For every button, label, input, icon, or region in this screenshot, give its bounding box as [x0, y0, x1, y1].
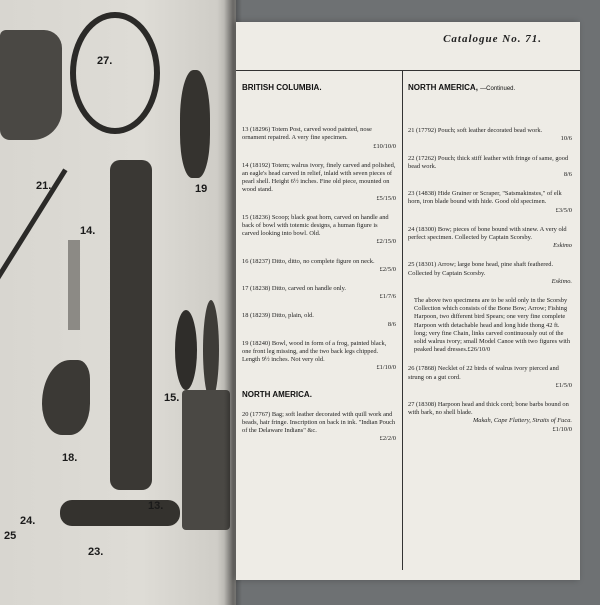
artifact-totem-post-13 — [110, 160, 152, 490]
entry-text: 21 (17792) Pouch; soft leather decorated bead work. — [408, 127, 543, 135]
artifact-pouch-21 — [0, 30, 62, 140]
right-column — [408, 84, 572, 445]
entry-price: £1/10/0 — [552, 425, 572, 433]
entry-text: 26 (17868) Necklet of 22 birds of walrus ivory pierced and strung on a gut cord. — [408, 365, 559, 381]
catalogue-entry — [242, 411, 396, 444]
catalogue-entry — [408, 261, 572, 286]
note-price: £26/10/0 — [467, 346, 491, 354]
collection-note — [408, 297, 572, 354]
entry-text: 15 (18236) Scoop; black goat horn, carved on handle and back of bowl with totemic designs, a human figure is carved looking into bowl. Old. — [242, 213, 389, 238]
entry-price: £1/10/0 — [376, 364, 396, 372]
entry-text: 24 (18300) Bow; pieces of bone bound with sinew. A very old perfect specimen. Collected by Captain Scorsby. — [408, 225, 567, 242]
photo-plate-page — [0, 0, 236, 605]
catalogue-entry — [242, 340, 396, 373]
entry-text: 20 (17767) Bag; soft leather decorated with quill work and beads, hair fringe. Inscription on back in ink. "Indian Pouch of the Delaware Indians" &c. — [242, 410, 396, 435]
entry-text: 19 (18240) Bowl, wood in form of a frog, painted black, one front leg missing, and the two back legs chipped. Length 9½ inches. Not very old. — [242, 339, 387, 364]
catalogue-entry — [242, 285, 396, 301]
entry-text: 16 (18237) Ditto, ditto, no complete figure on neck. — [242, 257, 375, 265]
entry-text: 13 (18296) Totem Post, carved wood painted, nose ornament repaired. A very fine specimen. — [242, 126, 372, 142]
entry-price: £3/5/0 — [555, 206, 572, 214]
artifact-harpoon-cord-27 — [70, 12, 160, 134]
artifact-ivory-totem-14 — [68, 240, 80, 330]
column-divider — [402, 70, 403, 570]
entry-provenance: Makah, Cape Flattery, Straits of Fuca. — [472, 417, 572, 425]
plate-label: 15. — [164, 392, 180, 404]
entry-text: 14 (18192) Totem; walrus ivory, finely carved and polished, an eagle's head carved in relief, inlaid with seven pieces of pearl shell. Height 6½ inches. Fine old piece, mounted on wood stand. — [242, 161, 396, 194]
entry-text: 22 (17262) Pouch; thick stiff leather with fringe of same, good bead work. — [408, 154, 569, 170]
entry-price: £5/15/0 — [376, 194, 396, 202]
entry-price: £1/7/6 — [379, 293, 396, 301]
plate-label: 14. — [80, 225, 96, 237]
catalogue-entry — [242, 258, 396, 274]
entry-text: 23 (14838) Hide Grainer or Scraper, "Satsmakinstes," of elk horn, iron blade bound with hide. Good old specimen. — [408, 190, 562, 206]
artifact-scoop-19 — [180, 70, 210, 178]
entry-price: £1/5/0 — [555, 381, 572, 389]
entry-text: 27 (18308) Harpoon head and thick cord; bone barbs bound on with bark, no shell blade. — [408, 401, 569, 417]
plate-label: 21. — [36, 180, 52, 192]
plate-label: 23. — [88, 546, 104, 558]
running-head — [236, 22, 580, 56]
plate-label: 19 — [195, 183, 208, 195]
section-title-2: NORTH AMERICA. — [242, 389, 312, 399]
entry-price: £2/15/0 — [376, 238, 396, 246]
catalogue-entry — [408, 127, 572, 143]
catalogue-entry — [408, 190, 572, 215]
entry-price: £2/5/0 — [379, 265, 396, 273]
artifact-scoop-16 — [203, 300, 219, 400]
entry-text: 25 (18301) Arrow; large bone head, pine shaft feathered. Collected by Captain Scorsby. — [408, 261, 554, 277]
artifact-bowl-18 — [42, 360, 90, 435]
entry-price: 10/6 — [560, 135, 572, 143]
plate-label: 13. — [148, 500, 164, 512]
catalogue-entry — [408, 155, 572, 180]
section-title: BRITISH COLUMBIA. — [242, 83, 322, 92]
entry-provenance: Eskimo. — [551, 277, 572, 285]
artifact-scoop-15 — [175, 310, 197, 390]
catalogue-entry — [408, 365, 572, 390]
catalogue-entry — [242, 312, 396, 328]
entry-provenance: Eskimo — [553, 242, 572, 250]
catalogue-entry — [408, 401, 572, 434]
catalogue-entry — [242, 214, 396, 247]
section-title-text: NORTH AMERICA, — [408, 83, 478, 92]
entry-price: £2/2/0 — [379, 435, 396, 443]
plate-label: 18. — [62, 452, 78, 464]
section-title — [408, 84, 572, 93]
catalogue-entry — [408, 226, 572, 251]
entry-text: 18 (18239) Ditto, plain, old. — [242, 312, 314, 320]
left-column — [242, 84, 396, 455]
entry-price: 8/6 — [563, 171, 572, 179]
running-head-title: Catalogue No. 71. — [443, 33, 542, 45]
plate-label: 27. — [97, 55, 113, 67]
entry-price: 8/6 — [387, 320, 396, 328]
entry-text: 17 (18238) Ditto, carved on handle only. — [242, 285, 346, 293]
header-rule — [236, 70, 580, 71]
catalogue-entry — [242, 162, 396, 203]
artifact-bow-24 — [0, 169, 68, 324]
entry-price: £10/10/0 — [373, 142, 396, 150]
plate-label: 25 — [4, 530, 17, 542]
plate-label: 24. — [20, 515, 36, 527]
catalogue-page — [236, 22, 580, 580]
note-text: The above two specimens are to be sold only in the Scorsby Collection which consists of the Bone Bow; Arrow; Fishing Harpoon, two different bird Spears; one very fine complete Harpoon with detachable head and long hide thong 42 ft. long; very fine Chain, links carved continuously out of the solid walrus ivory; small Model Canoe with two figures with peaked head dresses. — [414, 297, 571, 354]
section-continued: —Continued. — [480, 86, 516, 92]
artifact-bag-20 — [182, 390, 230, 530]
catalogue-entry — [242, 126, 396, 151]
